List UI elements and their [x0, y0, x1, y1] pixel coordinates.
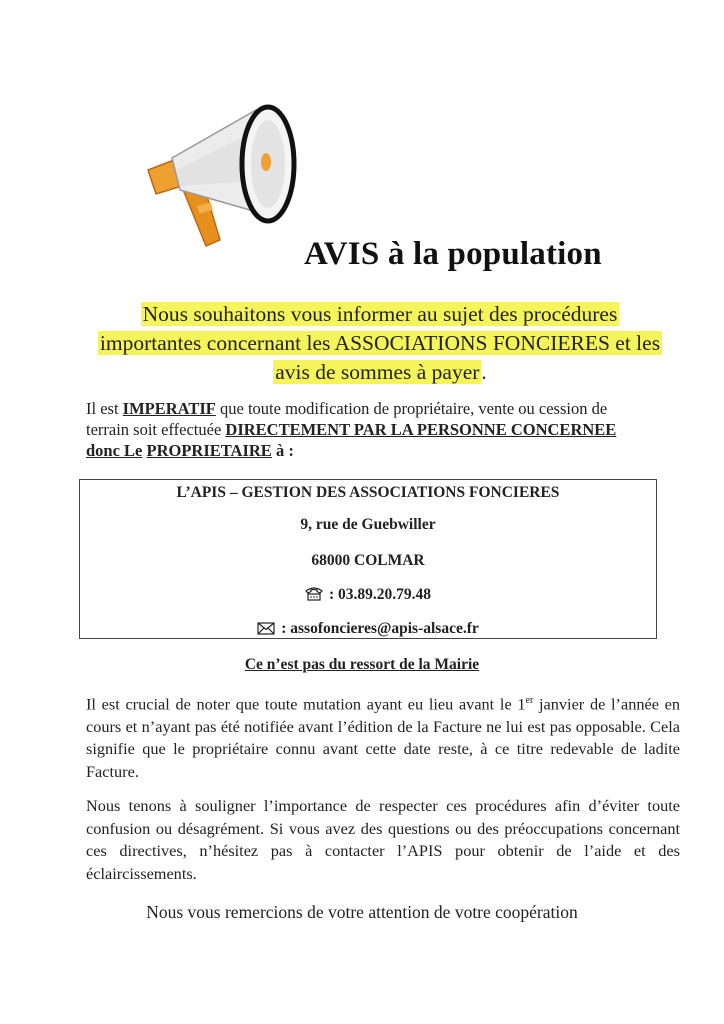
paragraph-1-text: Il est crucial de noter que toute mutation ayant eu lieu avant le 1 [86, 694, 526, 714]
address-org: L’APIS – GESTION DES ASSOCIATIONS FONCIERES [176, 484, 560, 501]
imperatif-bold-2: DIRECTEMENT PAR LA PERSONNE CONCERNEE [225, 420, 617, 439]
megaphone-icon [138, 100, 308, 260]
paragraph-1-sup: er [525, 695, 534, 706]
address-email-row [80, 620, 656, 638]
paragraph-2: Nous tenons à souligner l’importance de respecter ces procédures afin d’éviter toute confusion ou désagrément. Si vous avez des questions ou des préoccupations concernant ces directives, n’hésitez pas à contacter l’APIS pour obtenir de l’aide et des éclaircissements. [86, 796, 680, 883]
intro-line-1: Nous souhaitons vous informer au sujet des procédures [142, 302, 618, 326]
address-street: 9, rue de Guebwiller [300, 516, 436, 533]
paragraph-1 [86, 690, 680, 783]
intro-line-3-end: . [481, 360, 487, 384]
not-mairie-heading: Ce n’est pas du ressort de la Mairie [244, 656, 480, 673]
imperatif-text-5: à : [271, 441, 294, 460]
address-box [79, 479, 657, 639]
page-title: AVIS à la population [304, 236, 602, 272]
address-city: 68000 COLMAR [311, 552, 425, 569]
imperatif-bold-4: PROPRIETAIRE [146, 441, 272, 460]
imperatif-text-2: que toute modification de propriétaire, vente ou cession de terrain soit effectuée [86, 399, 608, 439]
intro-line-3: avis de sommes à payer [275, 360, 480, 384]
intro-text [60, 300, 700, 387]
address-phone: : 03.89.20.79.48 [328, 586, 432, 603]
closing-line: Nous vous remercions de votre attention de votre coopération [146, 902, 578, 922]
address-email[interactable]: : assofoncieres@apis-alsace.fr [281, 620, 479, 637]
imperatif-text-1: Il est [86, 399, 123, 418]
paragraph-1-rest: janvier de l’année en cours et n’ayant pas été notifiée avant l’édition de la Facture ne lui est pas opposable. Cela signifie que le propriétaire connu avant cette date reste, à ce titre redevable de ladite Facture. [86, 694, 681, 781]
telephone-icon [305, 587, 323, 601]
envelope-icon [257, 622, 275, 635]
imperatif-bold-1: IMPERATIF [122, 399, 216, 418]
address-phone-row [80, 586, 656, 604]
imperatif-bold-3: donc Le [86, 441, 143, 460]
imperatif-paragraph [86, 398, 646, 461]
intro-line-2: importantes concernant les ASSOCIATIONS FONCIERES et les [99, 331, 661, 355]
